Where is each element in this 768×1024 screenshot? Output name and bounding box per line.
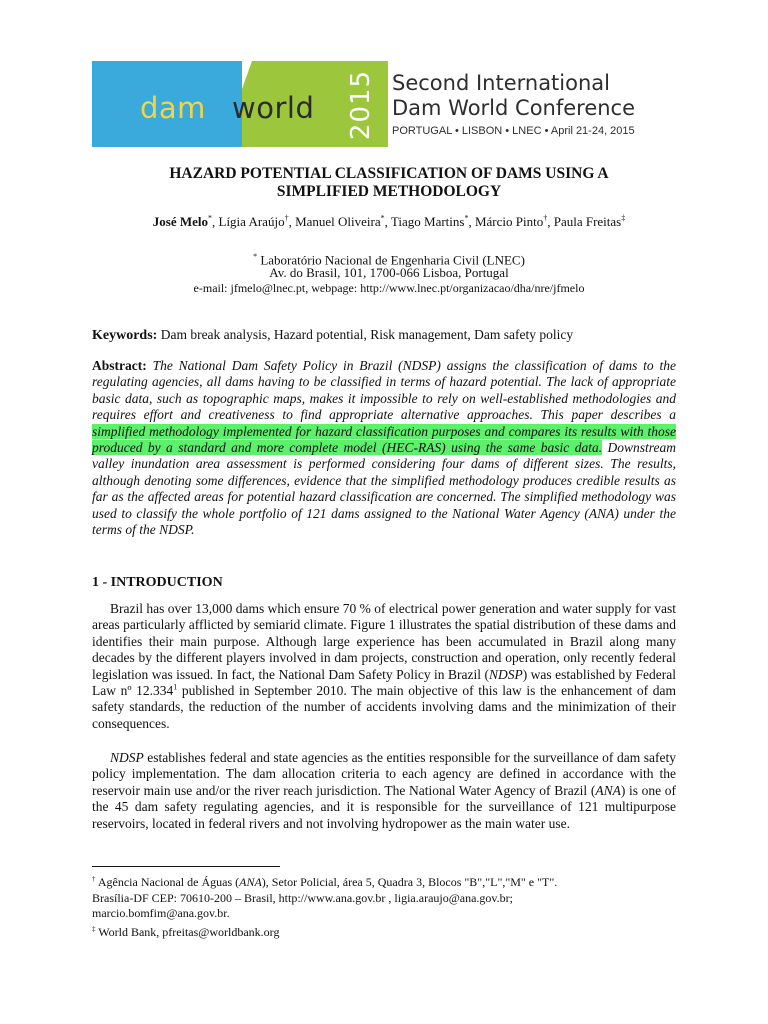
footnote-divider — [92, 866, 280, 867]
author-name: Lígia Araújo — [218, 214, 285, 230]
intro-p2-text-b: ) is one of the 45 dam safety regulating agencies, and it is responsible for the surveillance of 121 multipurpose reservoirs, located in federal rivers and not involving hydropower as the main water use. — [92, 782, 676, 831]
footnote-2 — [92, 922, 686, 941]
abstract-text-after: Downstream valley inundation area assessment is performed considering four dams of different sizes. The results, although denoting some differences, evidence that the simplified methodology produces credible results as far as the affected areas for potential hazard classification are concerned. The simplified methodology was used to classify the whole portfolio of 121 dams assigned to the National Water Agency (ANA) under the terms of the NDSP. — [92, 440, 676, 538]
abstract-highlight: simplified methodology implemented for hazard classification purposes and compares its results with those produced by a standard and more complete model (HEC-RAS) using the same basic data. — [92, 423, 676, 456]
footnote-2-text: World Bank, pfreitas@worldbank.org — [95, 924, 280, 939]
paper-title-line1: HAZARD POTENTIAL CLASSIFICATION OF DAMS USING A — [169, 165, 609, 182]
footnote-1-text-b: ), Setor Policial, área 5, Quadra 3, Blocos "B","L","M" e "T". — [261, 875, 558, 889]
author-name: Márcio Pinto — [474, 214, 544, 230]
affiliation-name: Laboratório Nacional de Engenharia Civil (LNEC) — [260, 252, 525, 268]
author-affiliation-mark: * — [208, 214, 212, 223]
author — [391, 214, 469, 229]
footnote-1-line2: Brasília-DF CEP: 70610-200 – Brasil, http://www.ana.gov.br , ligia.araujo@ana.gov.br; — [92, 890, 513, 905]
author-name: José Melo — [152, 214, 208, 230]
author-affiliation-mark: * — [380, 214, 385, 223]
paper-title-line2: SIMPLIFIED METHODOLOGY — [276, 183, 502, 200]
intro-p2-ana: ANA — [595, 782, 621, 798]
intro-paragraph-2 — [92, 750, 676, 832]
affiliation-mark: * — [253, 252, 258, 261]
author-affiliation-mark: * — [464, 214, 469, 223]
footnote-1-mark: † — [92, 875, 96, 883]
author — [475, 214, 547, 229]
conference-title-line2: Dam World Conference — [392, 96, 636, 120]
abstract-text-before: The National Dam Safety Policy in Brazil (NDSP) assigns the classification of dams to the regulating agencies, all dams having to be classified in terms of hazard potential. The lack of appropriate basic data, such as topographic maps, makes it impossible to rely on well-established methodologies and requires effort and creativeness to find appropriate alternative approaches. This paper describes a — [92, 358, 676, 423]
author — [295, 214, 385, 229]
footnote-1-line3: marcio.bomfim@ana.gov.br. — [92, 906, 230, 920]
author — [153, 214, 212, 229]
logo-year-text: 2015 — [346, 69, 376, 141]
abstract — [92, 358, 676, 538]
author-affiliation-mark: † — [543, 214, 548, 223]
author-affiliation-mark: † — [284, 214, 289, 223]
intro-paragraph-1 — [92, 601, 676, 732]
conference-banner — [92, 61, 686, 147]
author-name: Tiago Martins — [390, 214, 465, 230]
logo-year — [330, 69, 392, 141]
keywords-label: Keywords: — [92, 328, 158, 343]
intro-p1-text-b: ) was established by Federal Law nº 12.334 — [92, 666, 676, 699]
author — [219, 214, 289, 229]
conference-subtitle: PORTUGAL • LISBON • LNEC • April 21-24, 2015 — [392, 125, 635, 137]
section-heading: 1 - INTRODUCTION — [92, 575, 223, 590]
author — [554, 214, 626, 229]
intro-p1-text-c: published in September 2010. The main objective of this law is the enhancement of dam safety standards, the reduction of the number of accidents involving dams and the minimization of their consequences. — [92, 683, 676, 731]
author-name: Paula Freitas — [553, 214, 622, 230]
conference-title-line1: Second International — [392, 71, 610, 95]
logo-dam-text: dam — [140, 91, 206, 125]
affiliation-line2: Av. do Brasil, 101, 1700-066 Lisboa, Portugal — [269, 265, 509, 280]
footnote-1-line1 — [92, 872, 686, 891]
footnotes — [92, 872, 686, 940]
footnote-2-mark: ‡ — [92, 924, 96, 933]
keywords-text: Dam break analysis, Hazard potential, Risk management, Dam safety policy — [157, 327, 574, 342]
intro-p2-ndsp: NDSP — [110, 750, 144, 765]
author-name: Manuel Oliveira — [295, 214, 381, 230]
intro-p2-text-a: establishes federal and state agencies as the entities responsible for the surveillance of dam safety policy implementation. The dam allocation criteria to each agency are defined in accordance with the reservoir main use and/or the river reach jurisdiction. The National Water Agency of Brazil ( — [92, 750, 676, 798]
keywords — [92, 327, 686, 344]
abstract-label: Abstract: — [92, 358, 147, 373]
author-affiliation-mark: ‡ — [621, 214, 626, 223]
footnote-1-text-a: Agência Nacional de Águas ( — [95, 875, 240, 889]
author-list: José Melo*, Lígia Araújo†, Manuel Oliveira*, Tiago Martins*, Márcio Pinto†, Paula Freitas‡ — [152, 214, 626, 230]
footnote-1-ana: ANA — [239, 875, 262, 889]
intro-p1-ndsp: NDSP — [488, 666, 523, 682]
intro-p1-text-a: Brazil has over 13,000 dams which ensure 70 % of electrical power generation and water supply for vast areas particularly afflicted by semiarid climate. Figure 1 illustrates the spatial distribution of these dams and identifies their main purpose. Although large experience has been accumulated in Brazil along many decades by the different players involved in dam projects, construction and operation, only recently federal legislation was issued. In fact, the National Dam Safety Policy in Brazil ( — [92, 601, 676, 682]
logo-world-text: world — [232, 91, 315, 125]
footnote-ref-1: 1 — [173, 682, 178, 692]
affiliation-line3: e-mail: jfmelo@lnec.pt, webpage: http://www.lnec.pt/organizacao/dha/nre/jfmelo — [193, 281, 585, 295]
